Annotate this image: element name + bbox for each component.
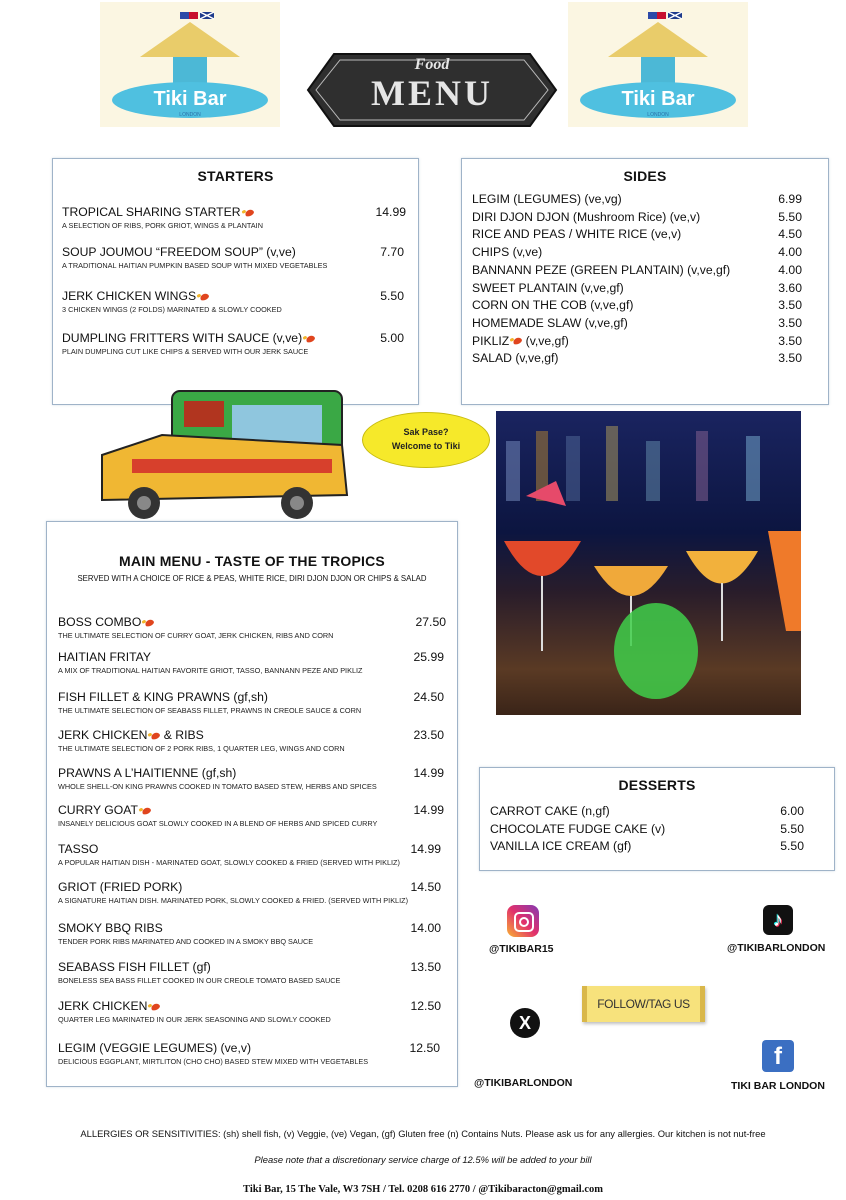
side-price: 5.50 (778, 209, 802, 224)
main-item (58, 766, 377, 791)
starter-name: DUMPLING FRITTERS WITH SAUCE (v,ve) (62, 331, 303, 345)
side-price: 3.60 (778, 280, 802, 295)
main-item-price: 14.99 (413, 803, 444, 817)
logo-left (100, 2, 280, 127)
starter-desc: PLAIN DUMPLING CUT LIKE CHIPS & SERVED WITH OUR JERK SAUCE (62, 347, 309, 356)
main-item (58, 960, 340, 985)
truck-icon (92, 385, 362, 535)
x-handle[interactable]: @TIKIBARLONDON (474, 1077, 573, 1089)
dessert-item (490, 803, 804, 821)
side-name: BANNANN PEZE (GREEN PLANTAIN) (v,ve,gf) (472, 262, 731, 277)
main-item (58, 728, 345, 753)
main-item-price: 12.50 (409, 1041, 440, 1055)
main-item-name: SEABASS FISH FILLET (gf) (58, 960, 211, 974)
main-item (58, 880, 408, 905)
side-name: HOMEMADE SLAW (v,ve,gf) (472, 315, 628, 330)
speech-bubble-line2: Welcome to Tiki (391, 441, 461, 451)
dessert-name: CHOCOLATE FUDGE CAKE (v) (490, 821, 666, 836)
starter-desc: 3 CHICKEN WINGS (2 FOLDS) MARINATED & SLOWLY COOKED (62, 305, 282, 314)
sides-list (472, 191, 802, 368)
starter-price: 14.99 (375, 205, 406, 219)
side-item (472, 315, 802, 333)
starter-desc: A SELECTION OF RIBS, PORK GRIOT, WINGS & PLANTAIN (62, 221, 263, 230)
side-price: 3.50 (778, 351, 802, 366)
menu-signboard (304, 50, 560, 130)
main-item-price: 23.50 (413, 728, 444, 742)
side-price: 3.50 (778, 298, 802, 313)
main-item-price: 27.50 (415, 615, 446, 629)
main-item-desc: TENDER PORK RIBS MARINATED AND COOKED IN A SMOKY BBQ SAUCE (58, 937, 314, 946)
starter-item (62, 245, 327, 270)
main-item-price: 24.50 (413, 690, 444, 704)
main-item-price: 14.99 (413, 766, 444, 780)
main-item-price: 14.00 (410, 921, 441, 935)
side-item (472, 333, 802, 351)
main-item (58, 921, 313, 946)
main-item-desc: WHOLE SHELL-ON KING PRAWNS COOKED IN TOMATO BASED STEW, HERBS AND SPICES (58, 782, 377, 791)
main-item (58, 650, 363, 675)
logo-left-sub: LONDON (179, 112, 201, 118)
side-item (472, 244, 802, 262)
main-item (58, 999, 331, 1024)
side-name: SALAD (v,ve,gf) (472, 351, 559, 366)
main-item-desc: INSANELY DELICIOUS GOAT SLOWLY COOKED IN A BLEND OF HERBS AND SPICED CURRY (58, 819, 378, 828)
side-name: PIKLIZ (472, 333, 510, 348)
main-item (58, 690, 361, 715)
chili-icon (305, 334, 316, 343)
main-item-desc: DELICIOUS EGGPLANT, MIRTLITON (CHO CHO) BASED STEW MIXED WITH VEGETABLES (58, 1057, 369, 1066)
main-item-name: BOSS COMBO (58, 615, 142, 629)
allergy-notice: ALLERGIES OR SENSITIVITIES: (sh) shell fish, (v) Veggie, (ve) Vegan, (gf) Gluten free (n) Contains Nuts. Please ask us for any allergies. Our kitchen is not nut-free (80, 1128, 766, 1139)
main-item (58, 842, 400, 867)
chili-icon (151, 731, 162, 740)
desserts-title: DESSERTS (618, 777, 696, 793)
desserts-list (490, 803, 804, 856)
chili-icon (512, 337, 523, 346)
main-item-name: JERK CHICKEN (58, 999, 148, 1013)
starter-price: 5.00 (380, 331, 404, 345)
follow-us-text: FOLLOW/TAG US (597, 997, 690, 1011)
side-item (472, 280, 802, 298)
logo-right (568, 2, 748, 127)
main-item-name: CURRY GOAT (58, 803, 138, 817)
starter-item (62, 331, 315, 356)
main-item-desc: BONELESS SEA BASS FILLET COOKED IN OUR CREOLE TOMATO BASED SAUCE (58, 976, 341, 985)
desserts-section (479, 767, 835, 871)
menu-small-title: Food (414, 56, 450, 73)
logo-right-sub: LONDON (647, 112, 669, 118)
menu-big-title: MENU (371, 73, 493, 113)
main-item-name-suffix: & RIBS (163, 728, 204, 742)
dessert-price: 6.00 (780, 804, 804, 818)
main-item-price: 14.50 (410, 880, 441, 894)
side-suffix: (v,ve,gf) (525, 333, 569, 348)
side-item (472, 191, 802, 209)
starter-item (62, 205, 263, 230)
dessert-price: 5.50 (780, 839, 804, 854)
chili-icon (199, 292, 210, 301)
main-item-name: HAITIAN FRITAY (58, 650, 151, 664)
tiktok-handle[interactable]: @TIKIBARLONDON (727, 942, 826, 954)
follow-us-sign (582, 986, 705, 1022)
speech-bubble (362, 412, 490, 468)
main-item-name: TASSO (58, 842, 99, 856)
facebook-icon[interactable]: f (762, 1040, 794, 1072)
main-item-desc: QUARTER LEG MARINATED IN OUR JERK SEASONING AND SLOWLY COOKED (58, 1015, 331, 1024)
starter-desc: A TRADITIONAL HAITIAN PUMPKIN BASED SOUP WITH MIXED VEGETABLES (62, 261, 328, 270)
starter-name: SOUP JOUMOU “FREEDOM SOUP” (v,ve) (62, 245, 296, 259)
main-menu-section (46, 521, 458, 1087)
side-price: 4.50 (778, 227, 802, 242)
facebook-handle[interactable]: TIKI BAR LONDON (731, 1080, 825, 1092)
main-item (58, 803, 377, 828)
main-item-desc: THE ULTIMATE SELECTION OF SEABASS FILLET, PRAWNS IN CREOLE SAUCE & CORN (58, 706, 362, 715)
main-item-name: PRAWNS A L’HAITIENNE (gf,sh) (58, 766, 237, 780)
main-item-price: 12.50 (410, 999, 441, 1013)
speech-bubble-line1: Sak Pase? (403, 427, 449, 437)
chili-icon (141, 806, 152, 815)
main-menu-subtitle: SERVED WITH A CHOICE OF RICE & PEAS, WHITE RICE, DIRI DJON DJON OR CHIPS & SALAD (77, 574, 427, 583)
dessert-item (490, 838, 804, 856)
main-item-desc: THE ULTIMATE SELECTION OF CURRY GOAT, JERK CHICKEN, RIBS AND CORN (58, 631, 334, 640)
main-item-desc: A POPULAR HAITIAN DISH - MARINATED GOAT, SLOWLY COOKED & FRIED (SERVED WITH PIKLIZ) (58, 858, 400, 867)
main-item-name: FISH FILLET & KING PRAWNS (gf,sh) (58, 690, 268, 704)
main-item-price: 14.99 (410, 842, 441, 856)
logo-right-text: Tiki Bar (621, 88, 695, 110)
cocktails-icon (496, 411, 801, 715)
main-item-price: 25.99 (413, 650, 444, 664)
main-item-desc: THE ULTIMATE SELECTION OF 2 PORK RIBS, 1 QUARTER LEG, WINGS AND CORN (58, 744, 345, 753)
main-item-desc: A MIX OF TRADITIONAL HAITIAN FAVORITE GRIOT, TASSO, BANNANN PEZE AND PIKLIZ (58, 666, 363, 675)
address-line: Tiki Bar, 15 The Vale, W3 7SH / Tel. 0208 616 2770 / @Tikibaracton@gmail.com (243, 1184, 603, 1195)
cocktail-photo (496, 411, 801, 715)
main-item (58, 615, 333, 640)
side-name: SWEET PLANTAIN (v,ve,gf) (472, 280, 624, 295)
side-item (472, 209, 802, 227)
main-item-name: LEGIM (VEGGIE LEGUMES) (ve,v) (58, 1041, 252, 1055)
tiktok-icon[interactable]: ♪ (763, 905, 793, 935)
side-name: RICE AND PEAS / WHITE RICE (ve,v) (472, 227, 682, 242)
instagram-handle[interactable]: @TIKIBAR15 (489, 943, 554, 955)
side-item (472, 350, 802, 368)
side-item (472, 262, 802, 280)
side-item (472, 297, 802, 315)
chili-icon (144, 618, 155, 627)
main-item (58, 1041, 368, 1066)
starter-price: 7.70 (380, 245, 404, 259)
chili-icon (151, 1002, 162, 1011)
side-price: 3.50 (778, 315, 802, 330)
starters-section (52, 158, 419, 405)
dessert-item (490, 821, 804, 839)
side-price: 3.50 (778, 333, 802, 348)
side-name: CORN ON THE COB (v,ve,gf) (472, 298, 634, 313)
side-price: 6.99 (778, 192, 802, 206)
chili-icon (244, 208, 255, 217)
starter-item (62, 289, 282, 314)
service-charge-notice: Please note that a discretionary service charge of 12.5% will be added to your bill (254, 1154, 592, 1165)
x-twitter-icon[interactable]: X (510, 1008, 540, 1038)
side-name: CHIPS (v,ve) (472, 245, 543, 260)
side-price: 4.00 (778, 245, 802, 260)
main-item-name: SMOKY BBQ RIBS (58, 921, 163, 935)
tap-tap-truck-illustration (92, 385, 362, 535)
main-menu-title: MAIN MENU - TASTE OF THE TROPICS (119, 553, 385, 569)
sides-title: SIDES (623, 168, 667, 184)
dessert-name: VANILLA ICE CREAM (gf) (490, 839, 632, 854)
side-name: LEGIM (LEGUMES) (ve,vg) (472, 192, 622, 206)
side-item (472, 226, 802, 244)
main-item-price: 13.50 (410, 960, 441, 974)
side-name: DIRI DJON DJON (Mushroom Rice) (ve,v) (472, 209, 701, 224)
dessert-price: 5.50 (780, 821, 804, 836)
starter-name: JERK CHICKEN WINGS (62, 289, 197, 303)
instagram-icon[interactable] (507, 905, 539, 937)
main-item-desc: A SIGNATURE HAITIAN DISH. MARINATED PORK, SLOWLY COOKED & FRIED. (SERVED WITH PIKLIZ) (58, 896, 409, 905)
logo-left-text: Tiki Bar (153, 88, 227, 110)
side-price: 4.00 (778, 262, 802, 277)
starter-name: TROPICAL SHARING STARTER (62, 205, 241, 219)
dessert-name: CARROT CAKE (n,gf) (490, 804, 610, 818)
starters-title: STARTERS (197, 168, 274, 184)
sides-section (461, 158, 829, 405)
main-item-name: JERK CHICKEN (58, 728, 148, 742)
starter-price: 5.50 (380, 289, 404, 303)
main-item-name: GRIOT (FRIED PORK) (58, 880, 183, 894)
